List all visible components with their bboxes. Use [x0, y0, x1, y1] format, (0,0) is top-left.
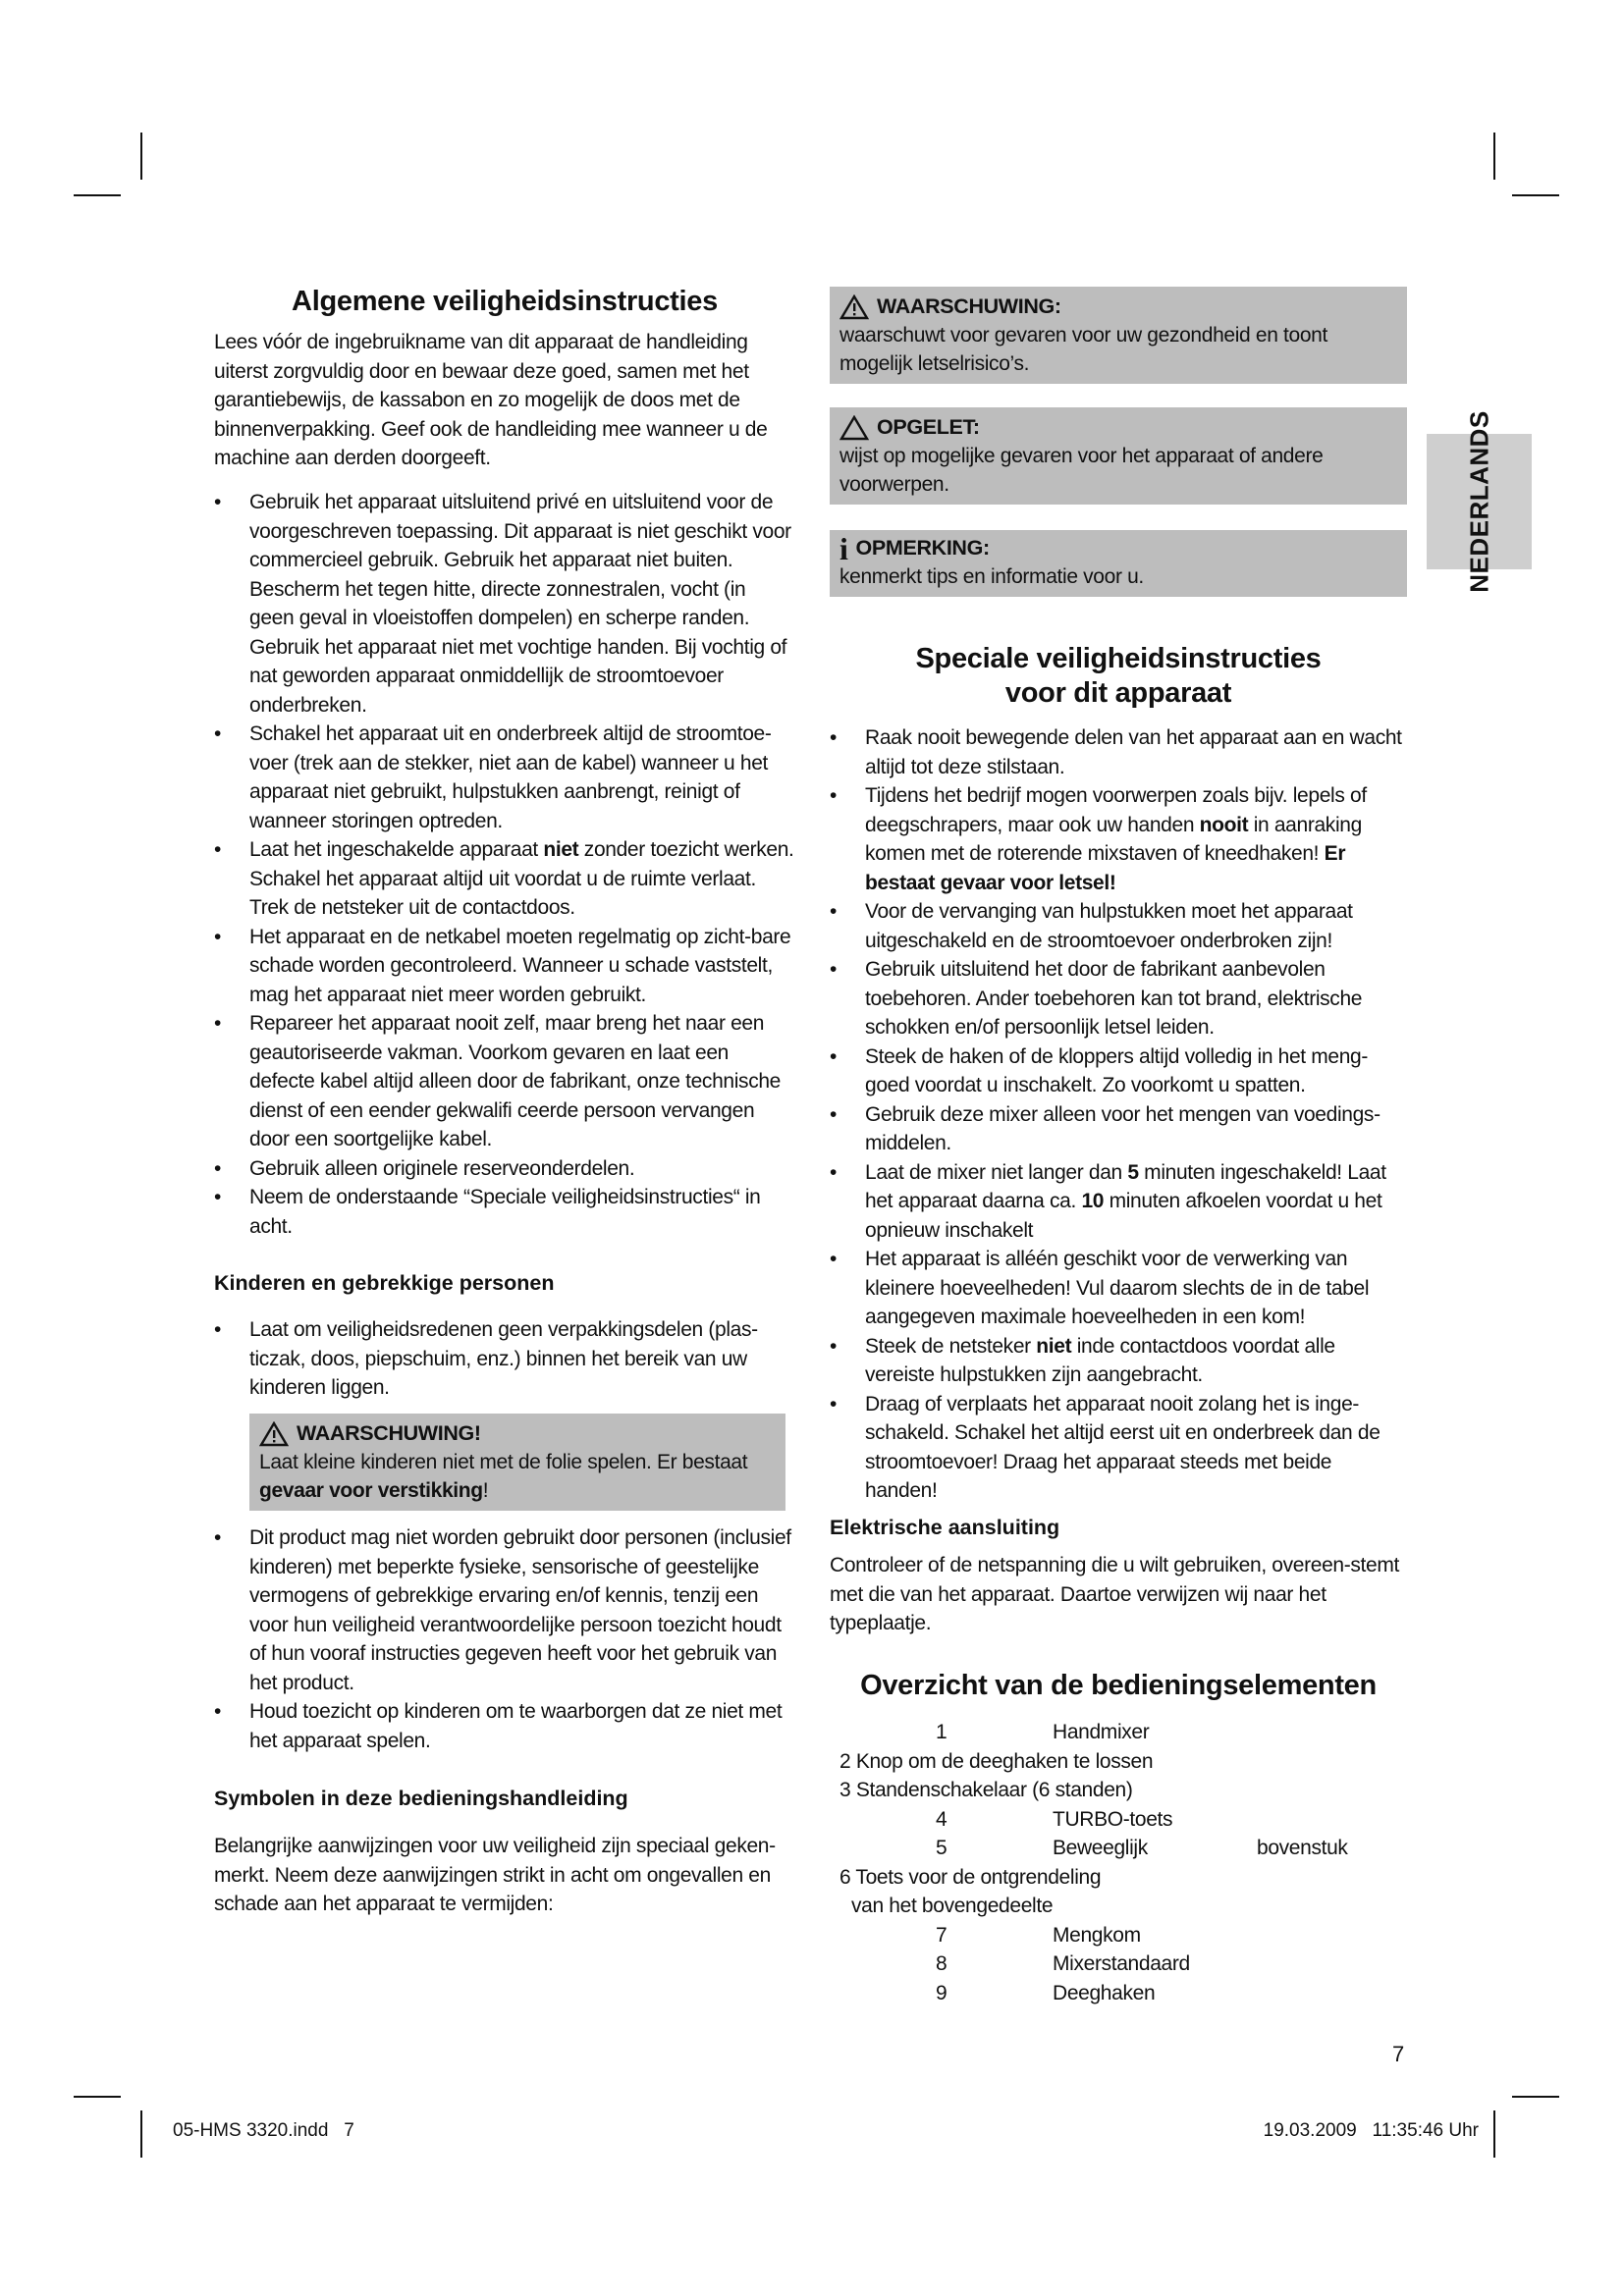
general-safety-list: [214, 488, 795, 1241]
language-tab-label: NEDERLANDS: [1464, 410, 1493, 593]
special-safety-list: [830, 723, 1407, 1506]
overview-line: 3 Standenschakelaar (6 standen): [839, 1779, 1133, 1801]
crop-mark: [1512, 194, 1559, 196]
crop-mark: [140, 133, 142, 180]
subheading-symbols: Symbolen in deze bedieningshandleiding: [214, 1787, 628, 1810]
list-item: • Gebruik uitsluitend het door de fabrikant aanbevolen toebehoren. Ander toebehoren kan tot brand, elektrische schokken en/of persoonlijk letsel leiden.: [830, 955, 1407, 1042]
page-number: 7: [1392, 2042, 1405, 2066]
list-item: • Raak nooit bewegende delen van het apparaat aan en wacht altijd tot deze stilstaan.: [830, 723, 1407, 781]
list-item: • Steek de haken of de kloppers altijd volledig in het meng-goed voordat u inschakelt. Zo voorkomt u spatten.: [830, 1042, 1407, 1100]
overview-num: 4: [936, 1807, 947, 1831]
legend-box-warning: [830, 287, 1407, 384]
list-item: • Voor de vervanging van hulpstukken moet het apparaat uitgeschakeld en de stroomtoevoer onderbroken zijn!: [830, 897, 1407, 955]
list-item: • Gebruik deze mixer alleen voor het mengen van voedings-middelen.: [830, 1100, 1407, 1158]
language-tab: [1427, 410, 1532, 593]
legend-box-text: waarschuwt voor gevaren voor uw gezondheid en toont mogelijk letselrisico’s.: [839, 324, 1327, 375]
warning-box-suffocation: [249, 1414, 785, 1511]
section-heading-special-safety-2: voor dit apparaat: [1004, 677, 1232, 709]
legend-box-title: WAARSCHUWING:: [877, 294, 1061, 318]
overview-line: 6 Toets voor de ontgrendeling: [839, 1865, 1102, 1889]
info-icon: i: [839, 530, 848, 566]
overview-line: van het bovengedeelte: [851, 1895, 1054, 1917]
legend-box-text: kenmerkt tips en informatie voor u.: [839, 565, 1144, 588]
subheading-children: Kinderen en gebrekkige personen: [214, 1271, 555, 1295]
section-heading-overview: Overzicht van de bedieningselementen: [860, 1670, 1377, 1701]
list-item: • Repareer het apparaat nooit zelf, maar breng het naar een geautoriseerde vakman. Voorkom gevaren en laat een defecte kabel altijd alleen door de fabrikant, onze technische dienst of een eender gekwalifi ceerde persoon vervangen door een soortgelijke kabel.: [214, 1009, 795, 1154]
overview-label: Deeghaken: [1053, 1981, 1156, 2004]
warning-box-title: WAARSCHUWING!: [297, 1421, 481, 1445]
caution-triangle-icon: [839, 415, 869, 441]
overview-label: Beweeglijk: [1053, 1837, 1148, 1859]
legend-box-header: [839, 413, 1401, 442]
list-item: • Laat de mixer niet langer dan 5 minuten ingeschakeld! Laat het apparaat daarna ca. 10 minuten afkoelen voordat u het opnieuw inschakelt: [830, 1158, 1407, 1246]
crop-mark: [1512, 2096, 1559, 2098]
overview-num: 8: [936, 1952, 947, 1975]
list-item: • Tijdens het bedrijf mogen voorwerpen zoals bijv. lepels of deegschrapers, maar ook uw handen nooit in aanraking komen met de roterende mixstaven of kneedhaken! Er bestaat gevaar voor letsel!: [830, 781, 1407, 897]
legend-box-text: wijst op mogelijke gevaren voor het apparaat of andere voorwerpen.: [839, 445, 1324, 496]
overview-label-extra: bovenstuk: [1257, 1837, 1348, 1859]
overview-num: 1: [936, 1721, 947, 1743]
legend-box-title: OPGELET:: [877, 415, 980, 439]
overview-label: Handmixer: [1053, 1721, 1150, 1743]
warning-box-header: [259, 1419, 780, 1448]
electrical-text: Controleer of de netspanning die u wilt gebruiken, overeen-stemt met die van het apparaat. Daartoe verwijzen wij naar het typeplaatje.: [830, 1554, 1399, 1634]
crop-mark: [1493, 133, 1495, 180]
warning-text-end: !: [482, 1479, 489, 1502]
warning-box-text: [259, 1448, 780, 1505]
warning-triangle-icon: [259, 1421, 289, 1447]
legend-box-header: [839, 530, 1401, 566]
subheading-electrical: Elektrische aansluiting: [830, 1516, 1060, 1539]
list-item: • Schakel het apparaat uit en onderbreek altijd de stroomtoe-voer (trek aan de stekker, niet aan de kabel) wanneer u het apparaat niet gebruikt, hulpstukken aanbrengt, reinigt of wanneer storingen optreden.: [214, 720, 795, 835]
list-item: • Laat het ingeschakelde apparaat niet zonder toezicht werken. Schakel het apparaat altijd uit voordat u de ruimte verlaat. Trek de netsteker uit de contactdoos.: [214, 835, 795, 923]
overview-num: 9: [936, 1981, 947, 2004]
legend-box-caution: [830, 407, 1407, 505]
crop-mark: [74, 194, 121, 196]
overview-label: Mixerstandaard: [1053, 1952, 1190, 1975]
section-heading-special-safety-1: Speciale veiligheidsinstructies: [915, 643, 1322, 674]
symbols-text: Belangrijke aanwijzingen voor uw veiligheid zijn speciaal geken-merkt. Neem deze aanwijzingen strikt in acht om ongevallen en schade aan het apparaat te vermijden:: [214, 1835, 776, 1915]
overview-label: TURBO-toets: [1053, 1807, 1173, 1831]
list-item: • Steek de netsteker niet inde contactdoos voordat alle vereiste hulpstukken zijn aangebracht.: [830, 1332, 1407, 1390]
warning-text-plain: Laat kleine kinderen niet met de folie spelen. Er bestaat: [259, 1451, 748, 1473]
legend-box-note: [830, 530, 1407, 597]
overview-line: 2 Knop om de deeghaken te lossen: [839, 1749, 1154, 1773]
list-item: • Het apparaat is alléén geschikt voor de verwerking van kleinere hoeveelheden! Vul daarom slechts de in de tabel aangegeven maximale hoeveelheden in een kom!: [830, 1245, 1407, 1332]
footer-file-info: 05-HMS 3320.indd 7: [173, 2120, 354, 2141]
list-item: • Gebruik het apparaat uitsluitend privé en uitsluitend voor de voorgeschreven toepassing. Dit apparaat is niet geschikt voor commercieel gebruik. Gebruik het apparaat niet buiten. Bescherm het tegen hitte, directe zonnestralen, vocht (in geen geval in vloeistoffen dompelen) en scherpe randen. Gebruik het apparaat niet met vochtige handen. Bij vochtig of nat geworden apparaat onmiddellijk de stroomtoevoer onderbreken.: [214, 488, 795, 720]
list-item: • Gebruik alleen originele reserveonderdelen.: [214, 1154, 795, 1184]
footer-timestamp: 19.03.2009 11:35:46 Uhr: [1263, 2120, 1479, 2141]
list-item: • Neem de onderstaande “Speciale veiligheidsinstructies“ in acht.: [214, 1183, 795, 1241]
overview-label: Mengkom: [1053, 1923, 1141, 1947]
section-heading-general-safety: Algemene veiligheidsinstructies: [292, 286, 718, 317]
crop-mark: [74, 2096, 121, 2098]
children-list-2: [214, 1523, 795, 1755]
children-list-1: [214, 1315, 795, 1403]
warning-triangle-icon: [839, 294, 869, 320]
list-item: • Draag of verplaats het apparaat nooit zolang het is inge-schakeld. Schakel het altijd eerst uit en onderbreek dan de stroomtoevoer! Draag het apparaat steeds met beide handen!: [830, 1390, 1407, 1506]
warning-text-bold: gevaar voor verstikking: [259, 1479, 483, 1502]
list-item: • Houd toezicht op kinderen om te waarborgen dat ze niet met het apparaat spelen.: [214, 1697, 795, 1755]
legend-box-header: [839, 293, 1401, 321]
list-item: • Dit product mag niet worden gebruikt door personen (inclusief kinderen) met beperkte fysieke, sensorische of geestelijke vermogens of gebrekkige ervaring en/of kennis, tenzij een voor hun veiligheid verantwoordelijke persoon toezicht houdt of hun vooraf instructies gegeven heeft voor het gebruik van het product.: [214, 1523, 795, 1697]
crop-mark: [1493, 2110, 1495, 2158]
intro-text: Lees vóór de ingebruikname van dit apparaat de handleiding uiterst zorgvuldig door en bewaar deze goed, samen met het garantiebewijs, de kassabon en zo mogelijk de doos met de binnenverpakking. Geef ook de handleiding mee wanneer u de machine aan derden doorgeeft.: [214, 331, 768, 469]
overview-num: 5: [936, 1837, 947, 1859]
overview-list: [830, 1718, 1407, 2012]
crop-mark: [140, 2110, 142, 2158]
list-item: • Laat om veiligheidsredenen geen verpakkingsdelen (plas-ticzak, doos, piepschuim, enz.) binnen het bereik van uw kinderen liggen.: [214, 1315, 795, 1403]
overview-num: 7: [936, 1923, 947, 1947]
list-item: • Het apparaat en de netkabel moeten regelmatig op zicht-bare schade worden gecontroleerd. Wanneer u schade vaststelt, mag het apparaat niet meer worden gebruikt.: [214, 923, 795, 1010]
legend-box-title: OPMERKING:: [855, 536, 990, 560]
